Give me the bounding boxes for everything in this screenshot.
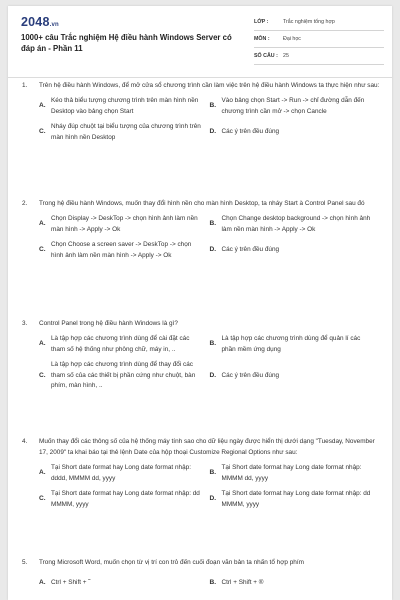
option-letter: D. [209,495,217,503]
option-text: Tại Short date format hay Long date format nhập: dddd, MMMM dd, yyyy [51,463,191,482]
site-logo[interactable] [21,15,59,29]
answer-options [22,96,380,148]
option-text: Chọn Change desktop background -> chọn hình ảnh làm nền màn hình -> Apply -> Ok [221,215,371,233]
question-1 [22,81,380,148]
option-b[interactable] [210,214,381,236]
question-stem [22,437,380,459]
option-a[interactable] [39,573,210,595]
question-number: 5. [22,559,28,566]
option-letter: B. [209,579,217,587]
option-letter: D. [209,128,217,136]
option-b[interactable] [210,334,381,356]
question-stem [22,81,380,92]
option-letter: C. [39,371,46,379]
logo-tld: .vn [49,22,59,28]
option-letter: A. [39,102,46,110]
option-letter: C. [39,495,46,503]
document-header [8,6,392,68]
option-letter: B. [209,220,217,228]
option-text: Ctrl + Shift + ˜ [51,579,91,587]
question-stem [22,558,380,569]
option-letter: B. [209,340,217,348]
option-letter: D. [209,246,217,254]
option-letter: A. [39,220,46,228]
option-b[interactable] [210,573,381,595]
meta-count-value: 25 [283,53,289,59]
option-d[interactable] [210,489,381,511]
document-meta [254,14,384,65]
meta-count-row [254,48,384,65]
question-stem [22,199,380,210]
option-d[interactable] [210,360,381,392]
answer-options [22,573,380,599]
question-text: Control Panel trong hệ điều hành Windows là gì? [39,320,178,327]
option-d[interactable] [210,240,381,262]
meta-class-value: Trắc nghiệm tổng hợp [283,19,335,25]
option-letter: C. [39,246,46,254]
document-page [8,6,392,600]
option-text: Là tập hợp các chương trình dùng để cài đặt các tham số hệ thống như phông chữ, máy in, .. [51,335,190,353]
meta-subject-value: Đại học [283,36,301,42]
option-text: Là tập hợp các chương trình dùng để quản lí các phần mềm ứng dụng [221,335,361,353]
meta-class-row [254,14,384,31]
option-b[interactable] [210,463,381,485]
question-text: Trong Microsoft Word, muốn chọn từ vị trí con trỏ đến cuối đoạn văn bản ta nhấn tổ hợp phím [39,559,304,566]
question-number: 4. [22,438,28,445]
question-number: 1. [22,82,28,89]
answer-options [22,214,380,266]
question-number: 3. [22,320,28,327]
option-text: Vào bảng chọn Start -> Run -> chỉ đường dẫn đến chương trình cần mở -> chọn Cancle [221,97,365,115]
option-text: Tại Short date format hay Long date format nhập: MMMM dd, yyyy [221,463,362,482]
option-a[interactable] [39,463,210,485]
option-text: Tại Short date format hay Long date format nhập: dd MMMM, yyyy [221,489,371,508]
answer-options [22,463,380,515]
option-letter: C. [39,128,46,136]
option-text: Là tập hợp các chương trình dùng để thay đổi các tham số của các thiết bị phần cứng như chuột, bàn phím, màn hình, .. [51,360,196,390]
option-letter: A. [39,340,46,348]
logo-text: 2048 [21,15,50,29]
document-title: 1000+ câu Trắc nghiệm Hệ điều hành Windows Server có đáp án - Phần 11 [21,33,232,53]
option-letter: B. [209,102,217,110]
option-text: Chọn Display -> DeskTop -> chọn hình ảnh làm nền màn hình -> Apply -> Ok [51,215,198,233]
option-c[interactable] [39,360,210,392]
option-c[interactable] [39,240,210,262]
option-c[interactable] [39,122,210,144]
option-text: Tại Short date format hay Long date format nhập: dd MMMM, yyyy [51,489,200,508]
option-text: Kéo thả biểu tượng chương trình trên màn hình nền Desktop vào bảng chọn Start [51,97,199,115]
question-5 [22,558,380,599]
question-text: Trên hệ điều hành Windows, để mở cửa sổ chương trình cần làm việc trên hệ điều hành Windows ta thực hiện như sau: [39,82,380,89]
question-3 [22,319,380,396]
meta-subject-label: MÔN : [254,36,270,42]
answer-options [22,334,380,396]
option-text: Các ý trên đều đúng [221,371,280,379]
option-letter: A. [39,579,46,587]
meta-class-label: LỚP : [254,19,269,25]
option-text: Ctrl + Shift + ® [221,579,264,587]
question-2 [22,199,380,266]
option-text: Chọn Choose a screen saver -> DeskTop -> chọn hình ảnh làm nền màn hình -> Apply -> Ok [51,241,192,259]
question-text: Trong hệ điều hành Windows, muốn thay đổi hình nền cho màn hình Desktop, ta nháy Start à Control Panel sau đó [39,200,365,207]
option-text: Các ý trên đều đúng [221,128,280,136]
option-a[interactable] [39,96,210,118]
option-letter: B. [209,469,217,477]
header-divider [8,77,392,78]
option-a[interactable] [39,214,210,236]
option-text: Các ý trên đều đúng [221,246,280,254]
option-a[interactable] [39,334,210,356]
option-letter: A. [39,469,46,477]
option-text: Nháy đúp chuột tại biểu tượng của chương trình trên màn hình nền Desktop [51,123,201,141]
question-stem [22,319,380,330]
option-b[interactable] [210,96,381,118]
option-d[interactable] [210,122,381,144]
question-4 [22,437,380,515]
meta-count-label: SỐ CÂU : [254,53,278,59]
option-letter: D. [209,371,217,379]
meta-subject-row [254,31,384,48]
question-number: 2. [22,200,28,207]
question-text: Muốn thay đổi các thông số của hệ thống máy tính sao cho dữ liệu ngày được hiển thị dưới dạng "Tuesday, November 17, 2009" ta khai báo tại thẻ lệnh Date của hộp thoại Customize Regional Options như sau: [39,438,375,456]
option-c[interactable] [39,489,210,511]
